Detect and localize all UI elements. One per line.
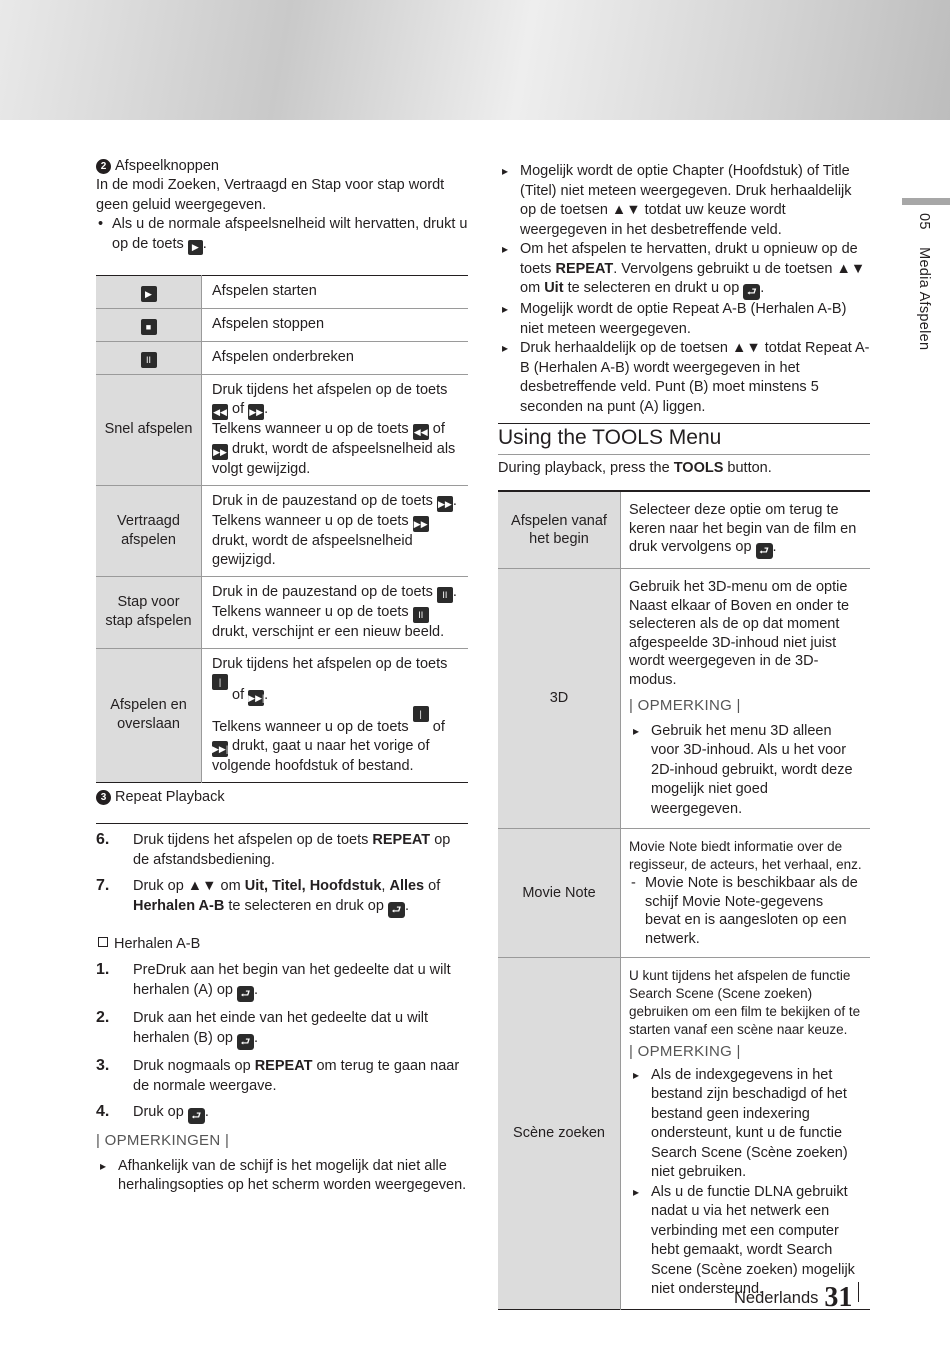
notes-title: | OPMERKINGEN | <box>96 1131 230 1149</box>
step-keyword: REPEAT <box>372 831 431 848</box>
step-number: 6. <box>96 830 110 848</box>
enter-icon: ⮐ <box>237 986 254 1002</box>
cell-text: Selecteer deze optie om terug te keren naar het begin van de film en druk vervolgens op <box>629 502 857 555</box>
skip-next-icon: ▶▶| <box>248 690 264 706</box>
table-key-cell: Afspelen vanaf het begin <box>498 491 621 569</box>
page-footer <box>734 1282 859 1314</box>
table-value-cell <box>621 829 871 958</box>
rewind-icon: ◀◀ <box>212 404 228 420</box>
subtitle-keyword: TOOLS <box>673 460 724 476</box>
step-text: Druk op ▲▼ om <box>133 877 241 894</box>
section-afspeelknoppen-heading <box>96 156 468 176</box>
tools-menu-heading: Using the TOOLS Menu <box>498 426 722 449</box>
step-text: Druk op <box>133 1103 184 1120</box>
table-key-cell: Scène zoeken <box>498 958 621 1310</box>
pause-icon: II <box>437 587 453 603</box>
cell-text: Druk tijdens het afspelen op de toets <box>212 381 448 398</box>
step-keyword: Herhalen A-B <box>133 897 225 914</box>
step-keyword: REPEAT <box>254 1057 313 1074</box>
note-text: te selecteren en drukt u op <box>567 280 740 296</box>
right-column <box>498 162 870 1310</box>
table-row <box>96 648 468 782</box>
skip-previous-icon: |◀◀ <box>212 674 228 690</box>
cell-text: of <box>432 718 445 735</box>
table-value-cell: Afspelen stoppen <box>202 308 469 341</box>
step-keyword: Uit, Titel, Hoofdstuk <box>244 877 382 894</box>
table-key-cell <box>96 275 202 308</box>
list-item <box>96 1056 468 1096</box>
note-item: ▸ Druk herhaaldelijk op de toetsen ▲▼ totdat Repeat A-B (Herhalen A-B) wordt weergegeven in het desbetreffende veld. Punt (B) moet minstens 5 seconden na punt (A) liggen. <box>498 339 870 417</box>
chapter-label <box>916 213 932 350</box>
enter-icon: ⮐ <box>237 1034 254 1050</box>
note-item: ▸ Mogelijk wordt de optie Repeat A-B (Herhalen A-B) niet meteen weergegeven. <box>498 300 870 339</box>
cell-text: drukt, verschijnt er een nieuw beeld. <box>212 623 445 640</box>
list-item: 4. Druk op ⮐ . <box>96 1102 209 1122</box>
enter-icon: ⮐ <box>188 1108 205 1124</box>
step-number: 2. <box>96 1008 110 1026</box>
dash-item: - Movie Note is beschikbaar als de schijf Movie Note-gegevens bevat en is aangesloten op een netwerk. <box>629 874 862 948</box>
table-key-cell <box>96 341 202 374</box>
note-keyword: Uit <box>544 280 564 296</box>
enter-icon: ⮐ <box>743 284 760 300</box>
step-text: PreDruk aan het begin van het gedeelte dat u wilt herhalen (A) op <box>133 961 451 998</box>
cell-text: drukt, gaat u naar het vorige of volgende hoofdstuk of bestand. <box>212 737 430 774</box>
cell-text: drukt, wordt de afspeelsnelheid als volgt gewijzigd. <box>212 440 456 477</box>
note-item: ▸ Afhankelijk van de schijf is het mogelijk dat niet alle herhalingsopties op het scherm worden weergegeven. <box>96 1157 468 1196</box>
table-row <box>498 958 870 1310</box>
cell-text: Druk in de pauzestand op de toets <box>212 492 433 509</box>
section-repeat-heading <box>96 787 468 807</box>
table-row <box>498 569 870 829</box>
step-text: of <box>428 877 441 894</box>
cell-text: Gebruik het 3D-menu om de optie Naast elkaar of Boven en onder te selecteren als de op dat moment afgespeelde 3D-inhoud niet juist wordt weergegeven in de 3D-modus. <box>629 579 850 688</box>
cell-text: Movie Note biedt informatie over de regisseur, de acteurs, het verhaal, enz. <box>629 839 862 872</box>
table-value-cell: Druk tijdens het afspelen op de toets ◀◀ of ▶▶. Telkens wanneer u op de toets ◀◀ of ▶▶ drukt, wordt de afspeelsnelheid als volgt gewijzigd. <box>202 374 469 485</box>
note-item: ▸ Mogelijk wordt de optie Chapter (Hoofdstuk) of Title (Titel) niet meteen weergegeven. Druk herhaaldelijk op de toetsen ▲▼ totdat uw keuze wordt weergegeven in het desbetreffende veld. <box>498 162 870 240</box>
skip-previous-icon: |◀◀ <box>413 706 429 722</box>
cell-text: Druk tijdens het afspelen op de toets <box>212 655 448 672</box>
note-text: Om het afspelen te hervatten, drukt u opnieuw op de toets <box>520 241 858 277</box>
cell-text: Telkens wanneer u op de toets <box>212 718 409 735</box>
cell-text: Telkens wanneer u op de toets <box>212 512 409 529</box>
table-row <box>96 576 468 648</box>
cell-text: Telkens wanneer u op de toets <box>212 603 409 620</box>
cell-text: Telkens wanneer u op de toets <box>212 420 409 437</box>
step-number: 3. <box>96 1056 110 1074</box>
page-number: 31 <box>824 1282 853 1313</box>
step-number: 1. <box>96 960 110 978</box>
step-text: , <box>381 877 386 894</box>
skip-next-icon: ▶▶| <box>212 741 228 757</box>
table-row <box>96 308 468 341</box>
subsection-heading <box>96 934 468 954</box>
table-key-cell <box>96 308 202 341</box>
bullet-text: Als u de normale afspeelsnelheid wilt hervatten, drukt u op de toets <box>112 216 468 252</box>
table-value-cell <box>621 958 871 1310</box>
bullet-item: • Als u de normale afspeelsnelheid wilt hervatten, drukt u op de toets ▶ . <box>96 215 468 255</box>
table-key-cell: 3D <box>498 569 621 829</box>
step-text: Druk nogmaals op <box>133 1057 251 1074</box>
table-value-cell: Afspelen starten <box>202 275 469 308</box>
table-key-cell: Vertraagd afspelen <box>96 485 202 576</box>
rewind-icon: ◀◀ <box>413 424 429 440</box>
divider <box>498 454 870 455</box>
subtitle-text: button. <box>727 460 772 476</box>
table-value-cell: Afspelen onderbreken <box>202 341 469 374</box>
table-row <box>498 491 870 569</box>
section-title: Repeat Playback <box>115 788 225 805</box>
left-column <box>96 156 468 1196</box>
tools-menu-table <box>498 490 870 1310</box>
list-item <box>96 830 468 870</box>
cell-text: of <box>232 400 245 417</box>
table-key-cell: Movie Note <box>498 829 621 958</box>
divider <box>96 823 468 824</box>
chapter-title: Media Afspelen <box>916 247 932 351</box>
chapter-tab-bar <box>902 198 950 205</box>
list-item: 1. PreDruk aan het begin van het gedeelte dat u wilt herhalen (A) op ⮐ . <box>96 960 451 1000</box>
cell-text: U kunt tijdens het afspelen de functie Search Scene (Scene zoeken) gebruiken om een film te bekijken of te starten vanaf een scène naar keuze. <box>629 968 861 1037</box>
table-value-cell: Druk in de pauzestand op de toets ▶▶. Telkens wanneer u op de toets ▶▶ drukt, wordt de afspeelsnelheid gewijzigd. <box>202 485 469 576</box>
table-key-cell: Stap voor stap afspelen <box>96 576 202 648</box>
table-value-cell: Selecteer deze optie om terug te keren naar het begin van de film en druk vervolgens op ⮐ . <box>621 491 871 569</box>
pause-icon: II <box>141 352 157 368</box>
table-value-cell: Druk in de pauzestand op de toets II . Telkens wanneer u op de toets II drukt, verschijnt er een nieuw beeld. <box>202 576 469 648</box>
subsection-title: Herhalen A-B <box>114 935 201 952</box>
table-row <box>96 341 468 374</box>
playback-buttons-table <box>96 275 468 783</box>
note-title: | OPMERKING | <box>629 1043 741 1060</box>
note-title: | OPMERKING | <box>629 697 741 714</box>
table-row <box>498 829 870 958</box>
list-item: 2. Druk aan het einde van het gedeelte dat u wilt herhalen (B) op ⮐ . <box>96 1008 429 1048</box>
cell-text: of <box>232 686 245 703</box>
footer-divider <box>858 1282 859 1302</box>
play-icon: ▶ <box>141 286 157 302</box>
step-number: 4. <box>96 1102 110 1120</box>
note-item: ▸ Als de indexgegevens in het bestand zijn beschadigd of het bestand geen indexering ondersteunt, kunt u de functie Search Scene (Scène zoeken) niet gebruiken. <box>629 1066 862 1183</box>
fast-forward-icon: ▶▶ <box>248 404 264 420</box>
table-row <box>96 485 468 576</box>
ab-steps <box>96 960 468 1124</box>
play-icon: ▶ <box>188 240 203 255</box>
cell-text: drukt, wordt de afspeelsnelheid gewijzigd. <box>212 532 413 568</box>
table-row <box>96 275 468 308</box>
step-text: om terug te gaan naar de normale weergave. <box>133 1057 460 1094</box>
chapter-sidebar <box>902 198 942 350</box>
note-text: . Vervolgens gebruikt u de toetsen ▲▼ om <box>520 260 866 296</box>
header-banner <box>0 0 950 120</box>
note-keyword: REPEAT <box>555 260 614 277</box>
section-number-badge: 2 <box>96 159 111 174</box>
enter-icon: ⮐ <box>388 902 405 918</box>
intro-text: In de modi Zoeken, Vertraagd en Stap voor stap wordt geen geluid weergegeven. <box>96 177 445 213</box>
step-text: Druk tijdens het afspelen op de toets <box>133 831 369 848</box>
cell-text: of <box>432 420 445 437</box>
step-text: te selecteren en druk op <box>228 897 384 914</box>
step-keyword: Alles <box>389 877 425 894</box>
table-key-cell: Snel afspelen <box>96 374 202 485</box>
step-text: Druk aan het einde van het gedeelte dat u wilt herhalen (B) op <box>133 1009 429 1046</box>
list-item: 7. Druk op ▲▼ om Uit, Titel, Hoofdstuk, Alles of Herhalen A-B te selecteren en druk op ⮐ . <box>96 876 441 916</box>
note-item: ▸ Gebruik het menu 3D alleen voor 3D-inhoud. Als u het voor 2D-inhoud gebruikt, wordt deze mogelijk niet goed weergegeven. <box>629 722 862 820</box>
table-value-cell <box>621 569 871 829</box>
footer-language: Nederlands <box>734 1289 819 1307</box>
fast-forward-icon: ▶▶ <box>413 516 429 532</box>
subtitle-text: During playback, press the <box>498 460 670 476</box>
fast-forward-icon: ▶▶ <box>212 444 228 460</box>
tools-subtitle <box>498 458 870 478</box>
section-title: Afspeelknoppen <box>115 158 219 174</box>
stop-icon: ■ <box>141 319 157 335</box>
enter-icon: ⮐ <box>756 543 773 559</box>
chapter-number: 05 <box>916 213 932 230</box>
pause-icon: II <box>413 607 429 623</box>
step-text: op de afstandsbediening. <box>133 831 451 868</box>
table-value-cell: Druk tijdens het afspelen op de toets |◀◀ of ▶▶|. Telkens wanneer u op de toets |◀◀ of ▶▶| drukt, gaat u naar het vorige of volgende hoofdstuk of bestand. <box>212 655 448 774</box>
table-row <box>96 374 468 485</box>
cell-text: Druk in de pauzestand op de toets <box>212 583 433 600</box>
repeat-steps <box>96 830 468 918</box>
step-number: 7. <box>96 876 110 894</box>
section-number-badge: 3 <box>96 790 111 805</box>
table-key-cell: Afspelen en overslaan <box>96 648 202 782</box>
fast-forward-icon: ▶▶ <box>437 496 453 512</box>
checkbox-icon <box>98 937 108 947</box>
note-item: ▸ Om het afspelen te hervatten, drukt u opnieuw op de toets REPEAT. Vervolgens gebruikt u de toetsen ▲▼ om Uit te selecteren en drukt u op ⮐ . <box>498 240 870 300</box>
note-item: ▸ Als u de functie DLNA gebruikt nadat u via het netwerk een verbinding met een computer hebt gemaakt, wordt Search Scene (Scène zoeken) mogelijk niet ondersteund. <box>629 1183 862 1300</box>
